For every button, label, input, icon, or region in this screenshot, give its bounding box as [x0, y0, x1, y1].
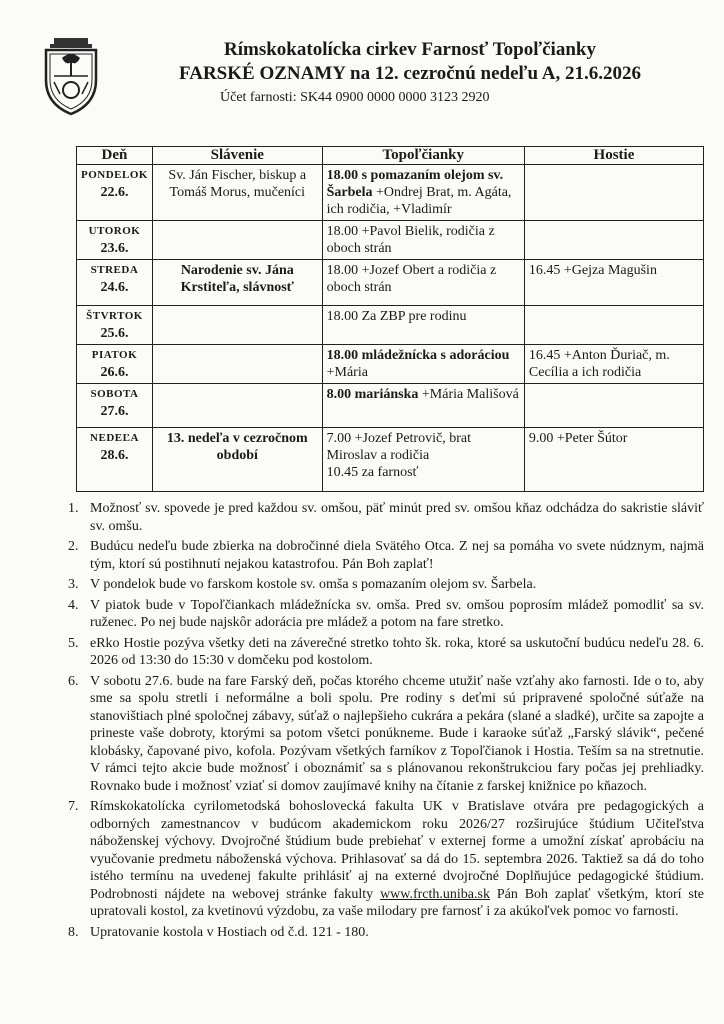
topolcianky-mass-cell: 8.00 mariánska +Mária Mališová: [322, 384, 524, 428]
notice-number: 6.: [68, 673, 79, 689]
notice-text: eRko Hostie pozýva všetky deti na záverečné stretko tohto šk. roka, ktoré sa uskutoční budúcu nedeľu 28. 6. 2026 od 13:30 do 15:30 v domčeku pod kostolom.: [90, 635, 704, 668]
celebration-cell: [152, 384, 322, 428]
hostie-mass-cell: 16.45 +Anton Ďuriač, m. Cecília a ich rodičia: [524, 345, 703, 384]
day-name: PIATOK: [91, 349, 138, 361]
mass-extra: 10.45 za farnosť: [326, 465, 419, 480]
mass-highlight: 18.00 mládežnícka s adoráciou: [326, 348, 510, 363]
notice-number: 5.: [68, 635, 79, 651]
notice-item: [62, 576, 704, 594]
hostie-mass-cell: 16.45 +Gejza Magušin: [524, 260, 703, 306]
notice-number: 8.: [68, 924, 79, 940]
topolcianky-mass-cell: 18.00 Za ZBP pre rodinu: [322, 306, 524, 345]
notice-text: Budúcu nedeľu bude zbierka na dobročinné diela Svätého Otca. Z nej sa pomáha vo svete núdznym, najmä tým, ktorí sú postihnutí nejakou katastrofou. Pán Boh zaplať!: [90, 539, 704, 572]
day-date: 22.6.: [100, 185, 129, 200]
table-header-row: [77, 147, 704, 165]
day-name: NEDEĽA: [90, 432, 139, 444]
notice-item: [62, 798, 704, 921]
mass-highlight: 18.00 s pomazaním olejom sv. Šarbela: [326, 168, 504, 200]
day-date: 27.6.: [100, 404, 129, 419]
topolcianky-mass-cell: 18.00 s pomazaním olejom sv. Šarbela +Ondrej Brat, m. Agáta, ich rodičia, +Vladimír: [322, 165, 524, 221]
celebration-cell: [152, 221, 322, 260]
day-name: SOBOTA: [90, 388, 139, 400]
hostie-mass-cell: [524, 165, 703, 221]
day-cell: [77, 428, 153, 492]
day-date: 25.6.: [100, 326, 129, 341]
topolcianky-mass-cell: 7.00 +Jozef Petrovič, brat Miroslav a rodičia 10.45 za farnosť: [322, 428, 524, 492]
mass-schedule-table: [76, 146, 704, 492]
day-cell: [77, 306, 153, 345]
table-row: [77, 221, 704, 260]
day-date: 28.6.: [100, 448, 129, 463]
day-cell: [77, 221, 153, 260]
day-name: UTOROK: [88, 225, 141, 237]
col-header-topolcianky: Topoľčianky: [322, 147, 524, 165]
table-row: [77, 428, 704, 492]
table-row: [77, 345, 704, 384]
notice-item: [62, 538, 704, 573]
day-cell: [77, 260, 153, 306]
hostie-mass-cell: [524, 221, 703, 260]
notice-text: V piatok bude v Topoľčiankach mládežnícka sv. omša. Pred sv. omšou poprosím mládež pomodliť sa sv. ruženec. Po nej bude najskôr adorácia pre mládež a potom na fare stretko.: [90, 597, 704, 630]
notice-text: Možnosť sv. spovede je pred každou sv. omšou, päť minút pred sv. omšou kňaz odchádza do sakristie sláviť sv. omšu.: [90, 501, 704, 534]
notice-number: 2.: [68, 539, 79, 554]
notice-text: Rímskokatolícka cyrilometodská bohoslovecká fakulta UK v Bratislave otvára pre pedagogických a odborných zamestnancov v budúcom akademickom roku 2026/27 rozširujúce štúdium Učiteľstva náboženskej výchovy. Dvojročné štúdium bude prebiehať v externej forme a umožní získať aprobáciu na vyučovanie predmetu náboženská výchova. Prihlasovať sa dá do 15. septembra 2026. Taktiež sa dá do toho istého termínu na uvedenej fakulte prihlásiť aj na externé dvojročné Doplňujúce pedagogické štúdium. Podrobnosti nájdete na webovej stránke fakulty: [90, 799, 704, 902]
celebration-cell: [152, 345, 322, 384]
day-date: 24.6.: [100, 280, 129, 295]
day-cell: [77, 345, 153, 384]
parish-title: Rímskokatolícka cirkev Farnosť Topoľčianky: [224, 39, 596, 60]
table-row: [77, 260, 704, 306]
notice-item: [62, 635, 704, 670]
celebration-cell: Narodenie sv. Jána Krstiteľa, slávnosť: [152, 260, 322, 306]
notice-text: Upratovanie kostola v Hostiach od č.d. 121 - 180.: [90, 924, 369, 940]
day-date: 26.6.: [100, 365, 129, 380]
col-header-day: Deň: [77, 147, 153, 165]
hostie-mass-cell: 9.00 +Peter Šútor: [524, 428, 703, 492]
day-cell: [77, 165, 153, 221]
celebration-cell: Sv. Ján Fischer, biskup a Tomáš Morus, mučeníci: [152, 165, 322, 221]
topolcianky-mass-cell: 18.00 +Jozef Obert a rodičia z oboch strán: [322, 260, 524, 306]
notice-text-after-link: Pán Boh zaplať všetkým, ktorí ste upratovali kostol, za kvetinovú výzdobu, za vaše milodary pre farnosť i za akúkoľvek pomoc vo farnosti.: [90, 886, 704, 919]
topolcianky-mass-cell: 18.00 +Pavol Bielik, rodičia z oboch strán: [322, 221, 524, 260]
day-date: 23.6.: [100, 241, 129, 256]
celebration-cell: [152, 306, 322, 345]
day-name: ŠTVRTOK: [86, 310, 143, 322]
celebration-cell: 13. nedeľa v cezročnom období: [152, 428, 322, 492]
parish-account: Účet farnosti: SK44 0900 0000 0000 3123 2920: [220, 90, 490, 105]
notice-item: [62, 500, 704, 535]
day-cell: [77, 384, 153, 428]
table-row: [77, 165, 704, 221]
bulletin-header: [130, 38, 690, 108]
notice-number: 3.: [68, 577, 79, 592]
notice-item: [62, 597, 704, 632]
hostie-mass-cell: [524, 306, 703, 345]
mass-highlight: 8.00 mariánska: [326, 387, 419, 402]
notices-list: [62, 500, 704, 944]
notice-number: 7.: [68, 799, 79, 814]
parish-crest-icon: [40, 36, 102, 116]
bulletin-title: FARSKÉ OZNAMY na 12. cezročnú nedeľu A, 21.6.2026: [179, 63, 641, 84]
notice-item: [62, 673, 704, 796]
table-row: [77, 384, 704, 428]
table-row: [77, 306, 704, 345]
hostie-mass-cell: [524, 384, 703, 428]
topolcianky-mass-cell: 18.00 mládežnícka s adoráciou +Mária: [322, 345, 524, 384]
notice-number: 1.: [68, 501, 79, 516]
faculty-website-link[interactable]: www.frcth.uniba.sk: [380, 886, 490, 902]
notice-number: 4.: [68, 597, 79, 613]
day-name: STREDA: [90, 264, 139, 276]
day-name: PONDELOK: [81, 169, 148, 181]
notice-text: V sobotu 27.6. bude na fare Farský deň, počas ktorého chceme utužiť naše vzťahy ako farnosti. Ide o to, aby sme sa spolu stretli i neformálne a boli spolu. Pre rodiny s deťmi sú pripravené spoločné súťaže na stanovištiach plné spoločnej zábavy, súťaž o najlepšieho cukrára a pekára (slané a sladké), určite sa zapojte a prineste vaše dobroty, ktorými sa potom všetci ponúkneme. Bude i karaoke súťaž „Farský slávik“, pečené klobásky, čapované pivo, kofola. Pozývam všetkých farníkov z Topoľčianok i Hostia. Teším sa na stretnutie. V rámci tejto akcie bude možnosť i oboznámiť sa s plánovanou rekonštrukciou fary počas jej prehliadky. Rovnako bude i možnosť vziať si domov zaujímavé knihy na čítanie z farskej knižnice po kňazoch.: [90, 673, 704, 794]
notice-text: V pondelok bude vo farskom kostole sv. omša s pomazaním olejom sv. Šarbela.: [90, 577, 537, 592]
col-header-hostie: Hostie: [524, 147, 703, 165]
notice-item: [62, 924, 704, 942]
col-header-celebration: Slávenie: [152, 147, 322, 165]
